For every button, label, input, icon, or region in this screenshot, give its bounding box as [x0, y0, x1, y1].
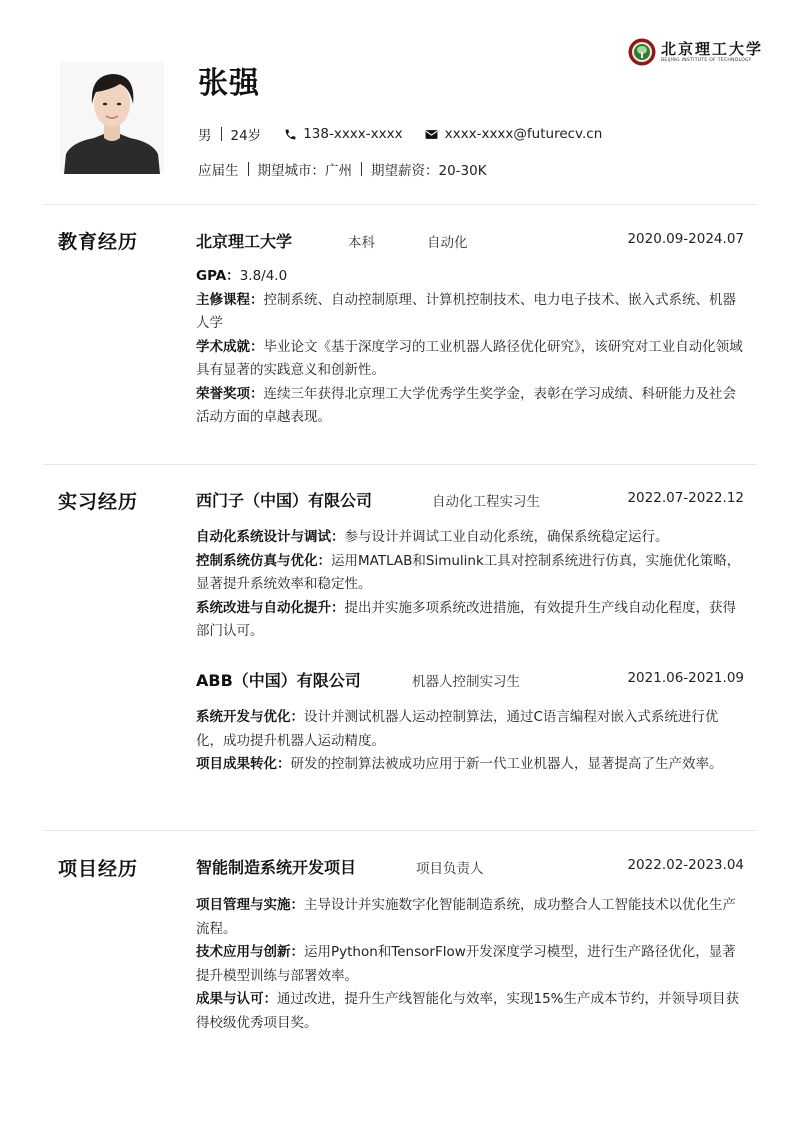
internship-details — [196, 706, 744, 777]
major: 自动化 — [427, 235, 468, 251]
list-item: 系统开发与优化：设计并测试机器人运动控制算法，通过C语言编程对嵌入式系统进行优化，成功提升机器人运动精度。 — [196, 709, 719, 749]
logo-chinese-name: 北京理工大学 — [661, 39, 764, 58]
age: 24岁 — [230, 128, 262, 144]
company-name: 西门子（中国）有限公司 — [196, 491, 373, 510]
project-entry-header — [196, 855, 744, 879]
job-preference-row — [198, 159, 487, 179]
list-item: 自动化系统设计与调试：参与设计并调试工业自动化系统，确保系统稳定运行。 — [196, 529, 669, 545]
envelope-icon — [425, 127, 439, 141]
job-date: 2021.06-2021.09 — [627, 670, 744, 686]
university-logo — [628, 38, 763, 66]
expected-salary: 期望薪资：20-30K — [371, 163, 487, 179]
education-date: 2020.09-2024.07 — [627, 231, 744, 247]
list-item: 控制系统仿真与优化：运用MATLAB和Simulink工具对控制系统进行仿真，实施优化策略，显著提升系统效率和稳定性。 — [196, 552, 741, 592]
gender: 男 — [198, 128, 212, 144]
list-item: 荣誉奖项：连续三年获得北京理工大学优秀学生奖学金，表彰在学习成绩、科研能力及社会活动方面的卓越表现。 — [196, 385, 736, 425]
separator — [361, 162, 362, 176]
phone-icon — [283, 127, 297, 141]
education-entry-header — [196, 229, 744, 253]
internship-entry-header — [196, 488, 744, 512]
education-details — [196, 265, 744, 430]
list-item: 成果与认可：通过改进，提升生产线智能化与效率，实现15%生产成本节约，并领导项目获得校级优秀项目奖。 — [196, 991, 740, 1031]
internship-details — [196, 526, 744, 644]
list-item: GPA：3.8/4.0 — [196, 268, 288, 284]
separator — [221, 127, 222, 141]
separator — [248, 162, 249, 176]
section-title-projects: 项目经历 — [58, 858, 139, 880]
list-item: 学术成就：毕业论文《基于深度学习的工业机器人路径优化研究》，该研究对工业自动化领域具有显著的实践意义和创新性。 — [196, 338, 743, 378]
logo-english-name: BEIJING INSTITUTE OF TECHNOLOGY — [661, 57, 752, 63]
candidate-name: 张强 — [198, 66, 260, 101]
list-item: 项目管理与实施：主导设计并实施数字化智能制造系统，成功整合人工智能技术以优化生产流程。 — [196, 897, 736, 937]
list-item: 项目成果转化：研发的控制算法被成功应用于新一代工业机器人，显著提高了生产效率。 — [196, 756, 723, 772]
bit-emblem-icon — [628, 38, 656, 66]
list-item: 系统改进与自动化提升：提出并实施多项系统改进措施，有效提升生产线自动化程度，获得部门认可。 — [196, 599, 736, 639]
school-name: 北京理工大学 — [196, 232, 293, 251]
status: 应届生 — [198, 163, 239, 179]
internship-entry-header — [196, 668, 744, 692]
divider — [43, 204, 757, 205]
divider — [43, 464, 757, 465]
project-details — [196, 894, 744, 1035]
expected-city: 期望城市：广州 — [257, 163, 352, 179]
divider — [43, 830, 757, 831]
project-name: 智能制造系统开发项目 — [196, 858, 357, 877]
project-role: 项目负责人 — [416, 861, 484, 877]
project-date: 2022.02-2023.04 — [627, 857, 744, 873]
degree: 本科 — [348, 235, 375, 251]
contact-row — [198, 124, 602, 144]
job-date: 2022.07-2022.12 — [627, 490, 744, 506]
list-item: 主修课程：控制系统、自动控制原理、计算机控制技术、电力电子技术、嵌入式系统、机器人学 — [196, 291, 736, 331]
company-name: ABB（中国）有限公司 — [196, 671, 361, 690]
list-item: 技术应用与创新：运用Python和TensorFlow开发深度学习模型，进行生产路径优化，显著提升模型训练与部署效率。 — [196, 944, 736, 984]
job-role: 自动化工程实习生 — [432, 494, 540, 510]
email-address[interactable]: xxxx-xxxx@futurecv.cn — [444, 126, 603, 142]
profile-photo — [60, 62, 164, 174]
section-title-education: 教育经历 — [58, 231, 139, 253]
section-title-internship: 实习经历 — [58, 491, 139, 513]
job-role: 机器人控制实习生 — [412, 674, 520, 690]
phone-number[interactable]: 138-xxxx-xxxx — [303, 126, 403, 142]
